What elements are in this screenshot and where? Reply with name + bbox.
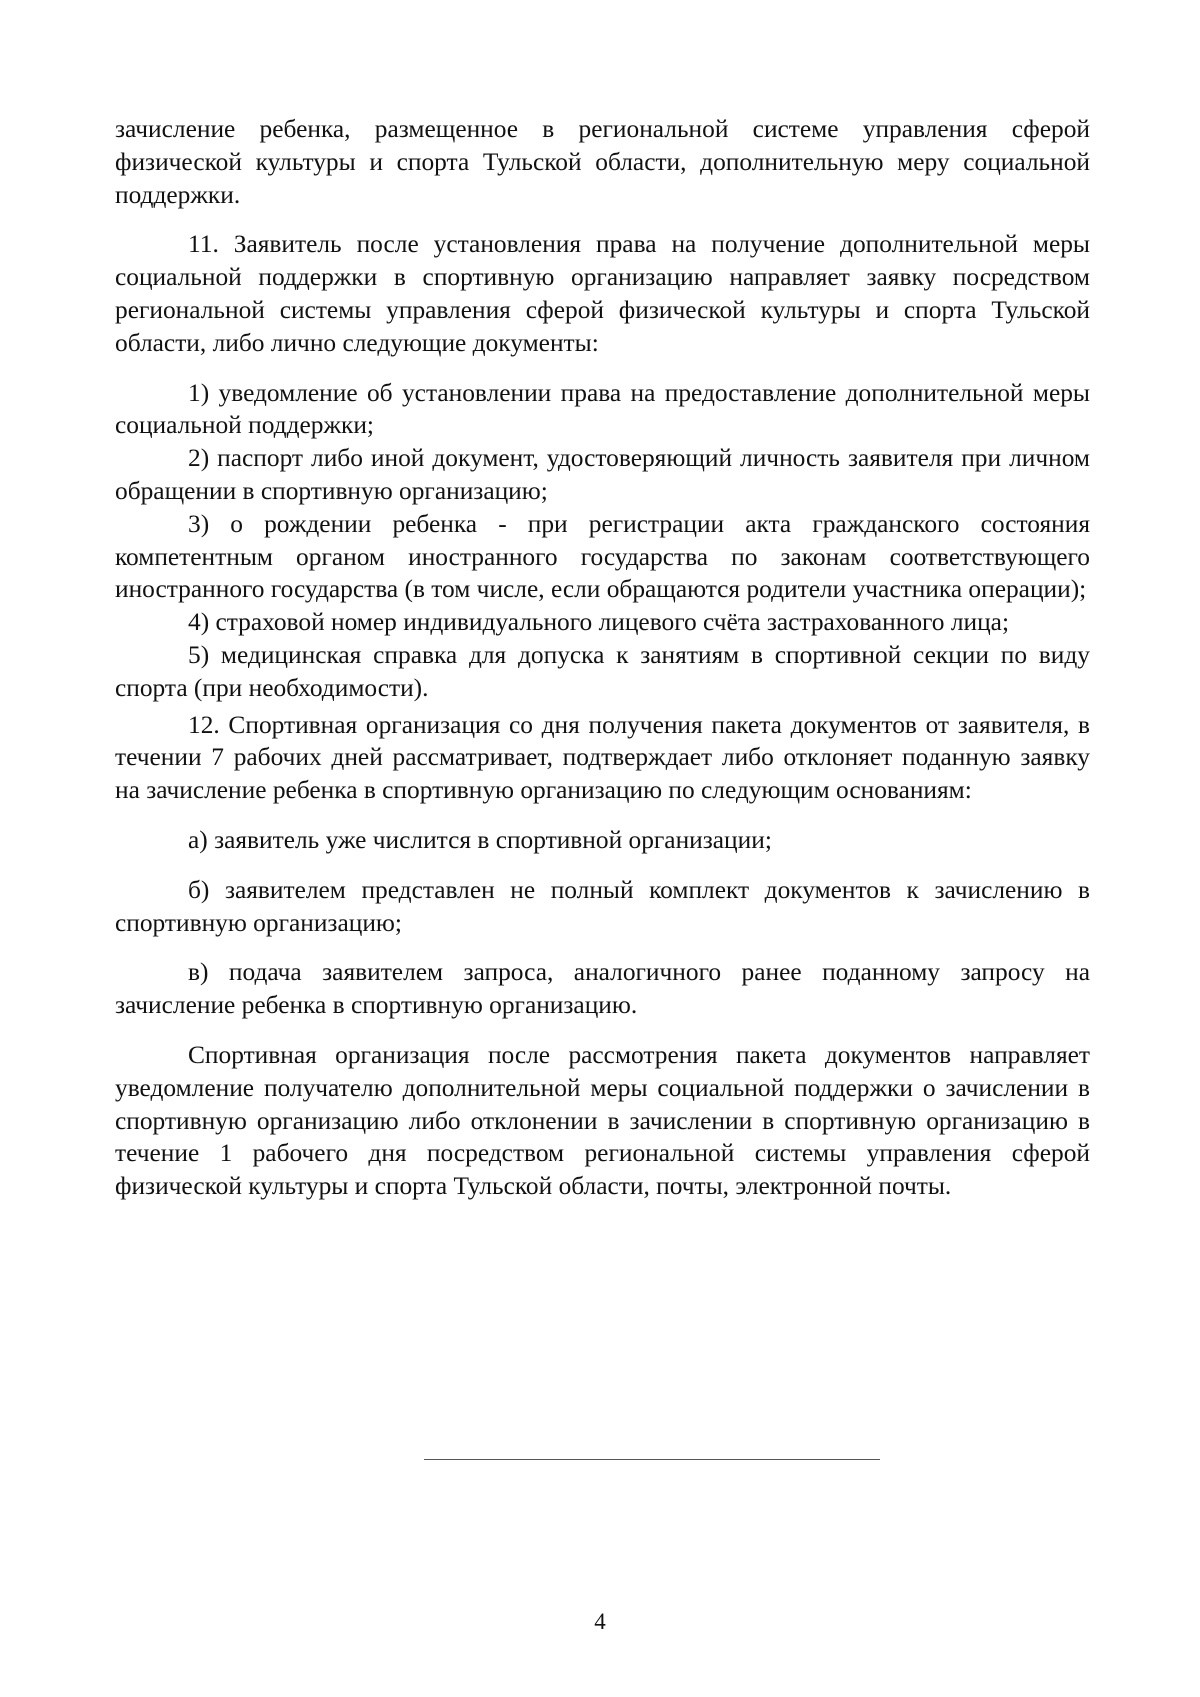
list-item-4: 4) страховой номер индивидуального лицевого счёта застрахованного лица;: [188, 608, 1010, 637]
list-item-2: 2) паспорт либо иной документ, удостоверяющий личность заявителя при личном обращении в спортивную организацию;: [115, 444, 1090, 505]
paragraph-item-11: 11. Заявитель после установления права на получение дополнительной меры социальной поддержки в спортивную организацию направляет заявку посредством региональной системы управления сферой физической культуры и спорта Тульской области, либо лично следующие документы:: [115, 230, 1090, 357]
list-item-a: а) заявитель уже числится в спортивной организации;: [188, 825, 772, 854]
paragraph-item-12: 12. Спортивная организация со дня получения пакета документов от заявителя, в течении 7 рабочих дней рассматривает, подтверждает либо отклоняет поданную заявку на зачисление ребенка в спортивную организацию по следующим основаниям:: [115, 710, 1090, 805]
end-of-text-divider: [424, 1459, 880, 1460]
page-number: 4: [594, 1609, 606, 1634]
list-item-b: б) заявителем представлен не полный комплект документов к зачислению в спортивную организацию;: [115, 875, 1090, 937]
list-item-v: в) подача заявителем запроса, аналогичного ранее поданному запросу на зачисление ребенка в спортивную организацию.: [115, 958, 1090, 1020]
list-item-3: 3) о рождении ребенка - при регистрации акта гражданского состояния компетентным органом иностранного государства по законам соответствующего иностранного государства (в том числе, если обращаются родители участника операции);: [115, 509, 1090, 604]
paragraph-continuation: зачисление ребенка, размещенное в региональной системе управления сферой физической культуры и спорта Тульской области, дополнительную меру социальной поддержки.: [115, 115, 1090, 209]
document-body: [115, 113, 1090, 1203]
list-item-1: 1) уведомление об установлении права на предоставление дополнительной меры социальной поддержки;: [115, 378, 1090, 440]
list-item-5: 5) медицинская справка для допуска к занятиям в спортивной секции по виду спорта (при необходимости).: [115, 640, 1090, 702]
paragraph-closing: Спортивная организация после рассмотрения пакета документов направляет уведомление получателю дополнительной меры социальной поддержки о зачислении в спортивную организацию либо отклонении в зачислении в спортивную организацию в течение 1 рабочего дня посредством региональной системы управления сферой физической культуры и спорта Тульской области, почты, электронной почты.: [115, 1040, 1090, 1201]
